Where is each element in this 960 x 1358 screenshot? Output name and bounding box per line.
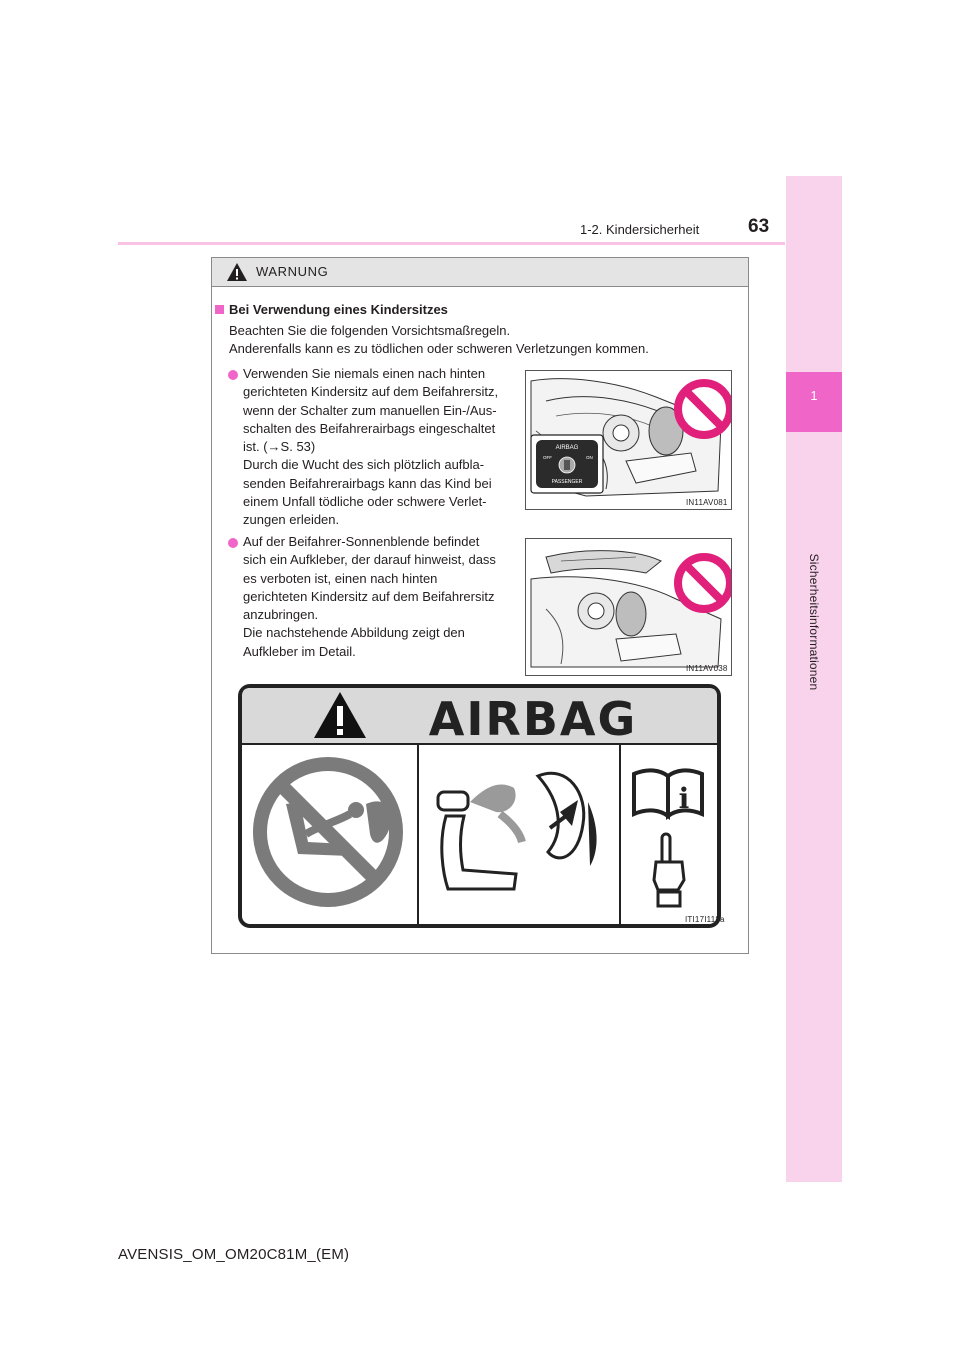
warning-title: WARNUNG [256,264,329,279]
text-line: zungen erleiden. [243,512,340,528]
page-number: 63 [748,216,770,237]
text-line: Verwenden Sie niemals einen nach hinten [243,366,486,381]
figure-code: IN11AV038 [686,664,728,673]
figure-sun-visor-sticker [525,538,732,676]
airbag-warning-label [238,684,725,928]
read-manual-icon [634,770,702,816]
figure-airbag-switch-rear-seat [525,370,732,510]
chapter-label: Sicherheitsinformationen [807,553,821,691]
switch-on-label: ON [586,455,593,460]
switch-inset-title: AIRBAG [555,445,579,451]
bullet-dot [228,370,238,380]
text-line: gerichteten Kindersitz auf dem Beifahrersitz [243,588,495,604]
text-line: anzubringen. [243,607,319,623]
text-line: Auf der Beifahrer-Sonnenblende befindet [243,534,480,549]
chapter-number: 1 [810,388,818,403]
bullet-dot [228,538,238,548]
bullet-2-text [243,533,516,661]
text-line: sich ein Aufkleber, der darauf hinweist, dass [243,552,496,568]
sun-visor-illustration [526,539,731,675]
switch-passenger-label: PASSENGER [551,479,583,485]
text-line: es verboten ist, einen nach hinten [243,570,438,586]
label-title: AIRBAG [428,692,638,746]
switch-off-label: OFF [543,455,552,460]
text-line: schalten des Beifahrerairbags eingeschaltet [243,420,496,436]
section-square-marker [215,305,224,314]
section-title: 1-2. Kindersicherheit [580,222,700,237]
text-line: Aufkleber im Detail. [243,643,356,659]
figure-code: ITI17I118a [685,915,725,924]
intro-line-2: Anderenfalls kann es zu tödlichen oder schweren Verletzungen kommen. [229,341,649,356]
text-line: gerichteten Kindersitz auf dem Beifahrersitz, [243,384,499,400]
dashboard-illustration [526,371,731,509]
warning-intro [229,322,729,358]
figure-code: IN11AV081 [686,498,728,507]
warning-triangle-icon [226,262,248,282]
svg-text:i: i [678,782,690,815]
header-rule [118,242,785,245]
document-code: AVENSIS_OM_OM20C81M_(EM) [118,1246,350,1263]
text-line: ist. (→S. 53) [243,439,316,455]
text-line: wenn der Schalter zum manuellen Ein-/Aus- [243,402,497,418]
text-line: senden Beifahrerairbags kann das Kind bei [243,475,492,491]
text-line: Die nachstehende Abbildung zeigt den [243,625,465,641]
warning-subtitle: Bei Verwendung eines Kindersitzes [229,302,448,317]
intro-line-1: Beachten Sie die folgenden Vorsichtsmaßregeln. [229,323,511,338]
text-line: einem Unfall tödliche oder schwere Verlet- [243,494,487,510]
bullet-1-text [243,365,516,530]
text-line: Durch die Wucht des sich plötzlich aufbla- [243,457,485,473]
